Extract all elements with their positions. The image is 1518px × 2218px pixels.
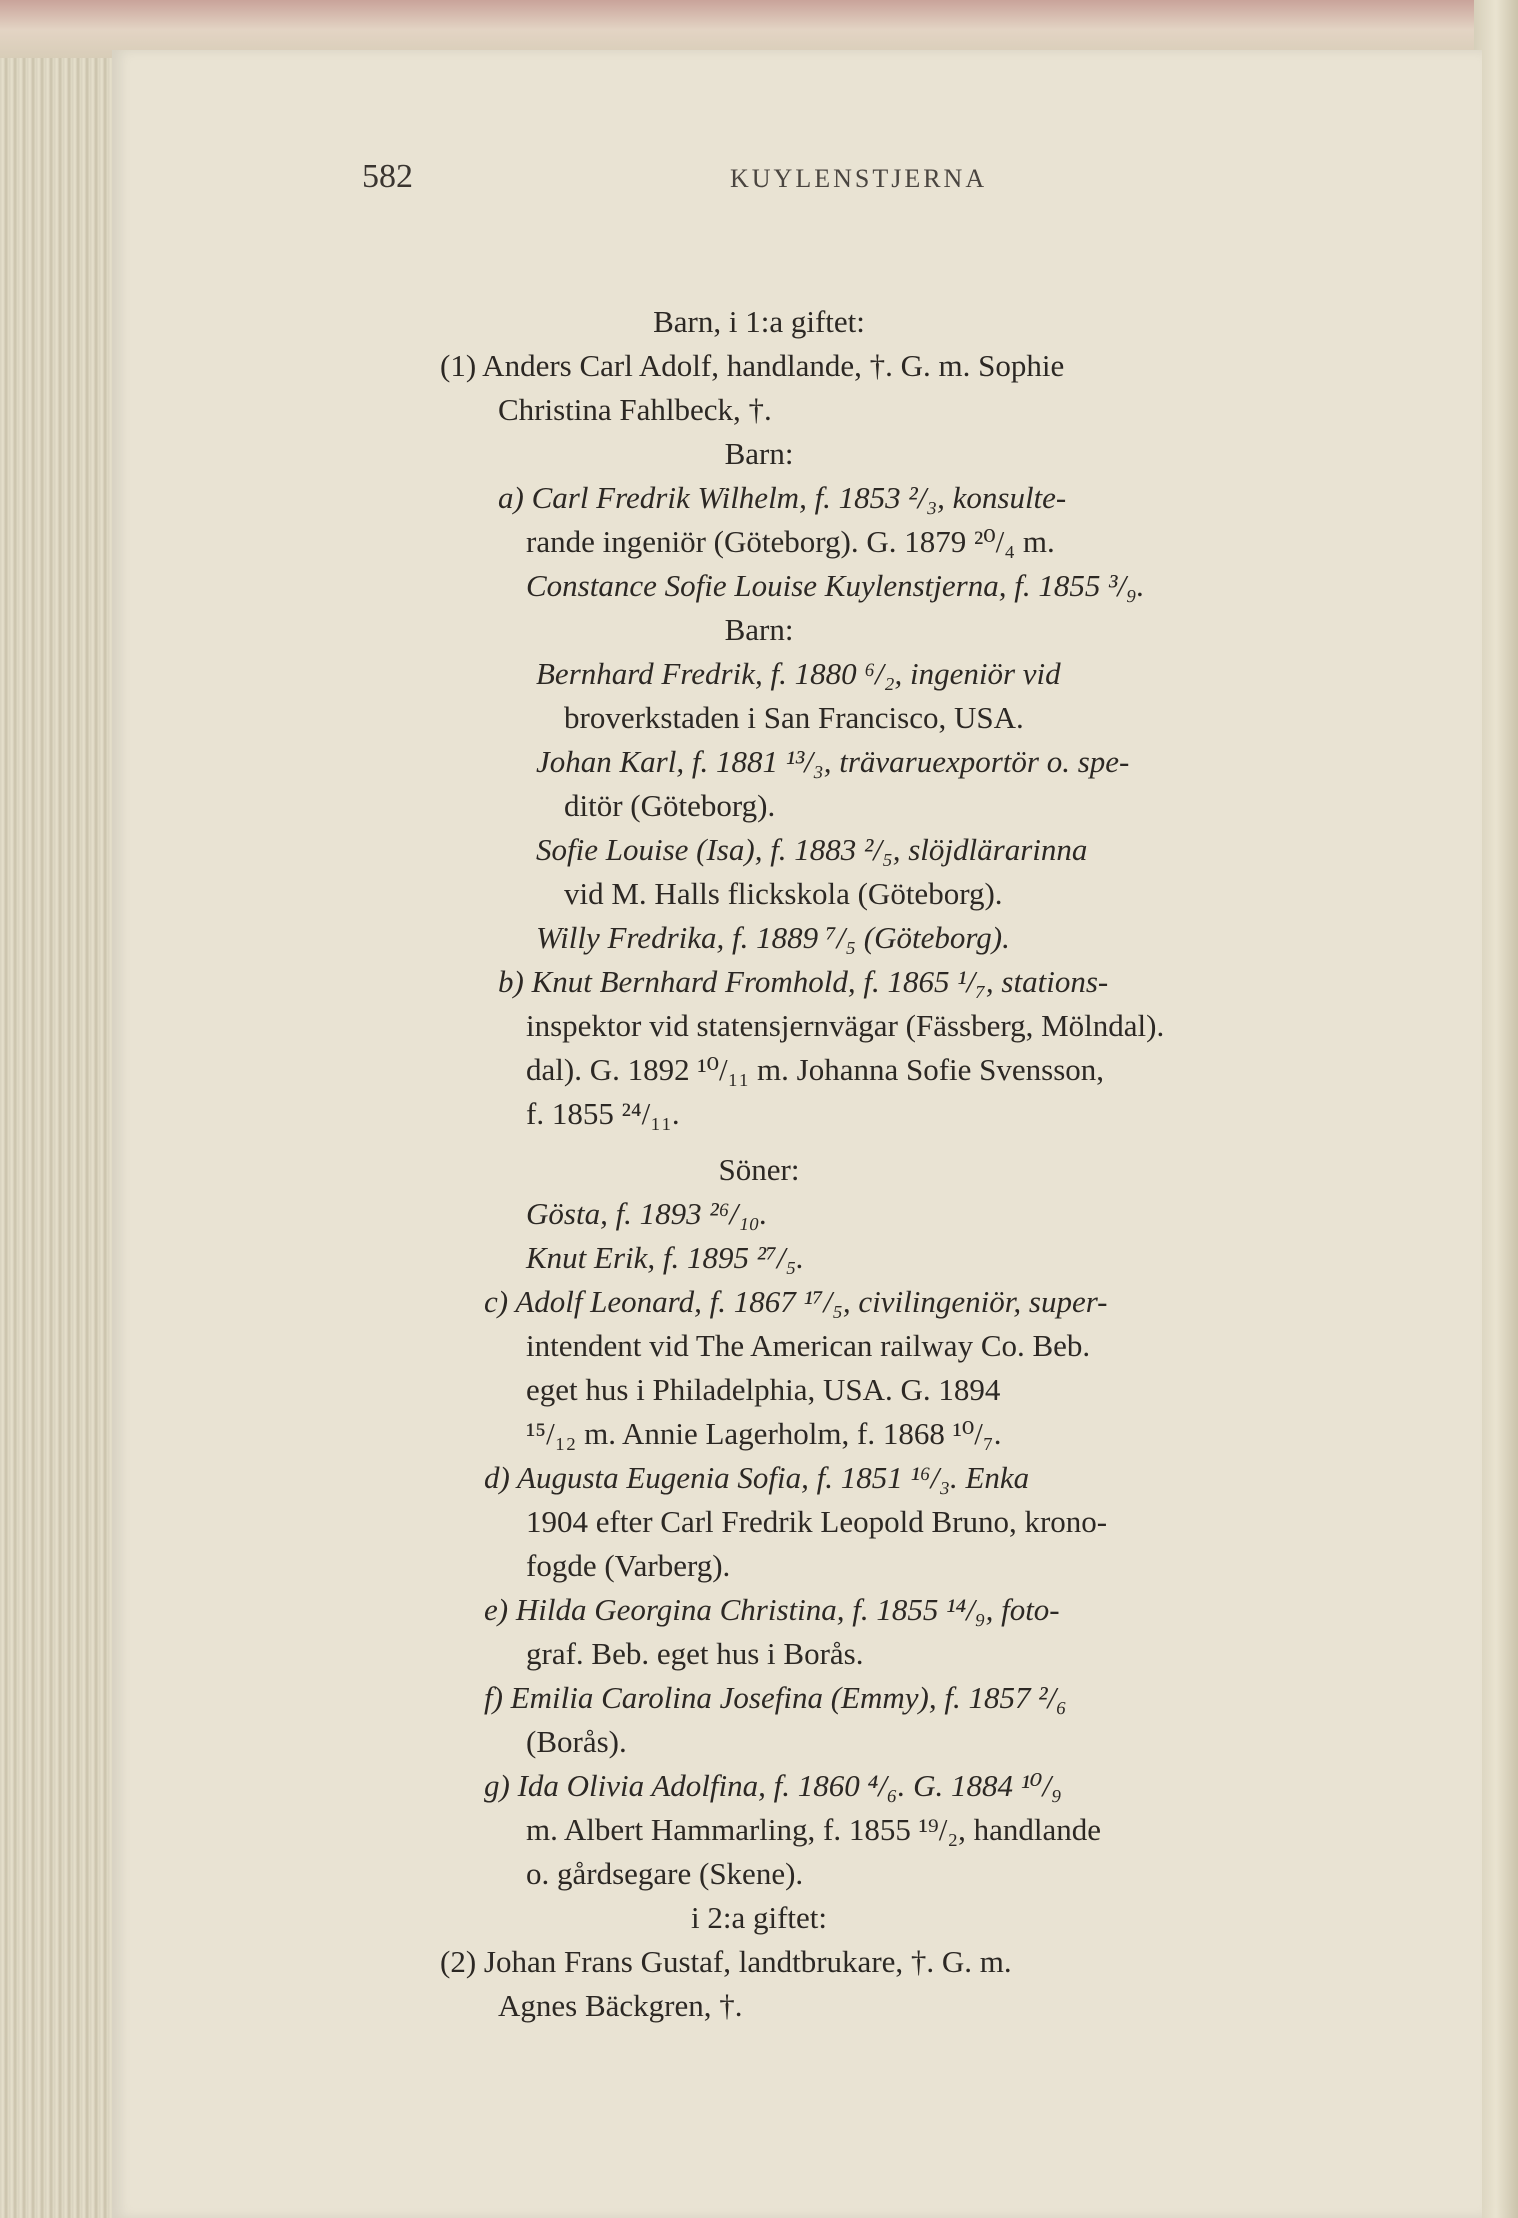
text-line: Willy Fredrika, f. 1889 ⁷/₅ (Göteborg). <box>536 920 1010 955</box>
text-line: Barn: <box>724 612 794 647</box>
text-line: e) Hilda Georgina Christina, f. 1855 ¹⁴/₉, foto- <box>484 1592 1060 1627</box>
running-title: KUYLENSTJERNA <box>730 164 988 193</box>
text-line: o. gårdsegare (Skene). <box>526 1856 804 1891</box>
text-line: Gösta, f. 1893 ²⁶/₁₀. <box>526 1196 768 1231</box>
text-line: i 2:a giftet: <box>690 1900 828 1935</box>
text-line: Barn: <box>724 436 794 471</box>
text-line: graf. Beb. eget hus i Borås. <box>526 1636 864 1671</box>
text-line: rande ingeniör (Göteborg). G. 1879 ²⁰/₄ m. <box>526 524 1055 559</box>
text-line: (1) Anders Carl Adolf, handlande, †. G. m. Sophie <box>440 348 1065 383</box>
text-line: (Borås). <box>526 1724 627 1759</box>
text-line: Knut Erik, f. 1895 ²⁷/₅. <box>526 1240 804 1275</box>
text-line: inspektor vid statensjernvägar (Fässberg, Mölndal). <box>526 1008 1165 1043</box>
text-line: Constance Sofie Louise Kuylenstjerna, f. 1855 ³/₉. <box>526 568 1145 603</box>
page-number: 582 <box>362 158 413 195</box>
text-line: m. Albert Hammarling, f. 1855 ¹⁹/₂, handlande <box>526 1812 1102 1847</box>
text-line: broverkstaden i San Francisco, USA. <box>564 700 1024 735</box>
text-line: d) Augusta Eugenia Sofia, f. 1851 ¹⁶/₃. Enka <box>484 1460 1030 1495</box>
text-line: Agnes Bäckgren, †. <box>498 1988 743 2023</box>
text-line: eget hus i Philadelphia, USA. G. 1894 <box>526 1372 1001 1407</box>
text-line: ¹⁵/₁₂ m. Annie Lagerholm, f. 1868 ¹⁰/₇. <box>526 1416 1002 1451</box>
text-line: ditör (Göteborg). <box>564 788 776 823</box>
text-line: Bernhard Fredrik, f. 1880 ⁶/₂, ingeniör vid <box>536 656 1061 691</box>
text-line: vid M. Halls flickskola (Göteborg). <box>564 876 1003 911</box>
text-line: c) Adolf Leonard, f. 1867 ¹⁷/₅, civilingeniör, super- <box>484 1284 1108 1319</box>
text-line: fogde (Varberg). <box>526 1548 731 1583</box>
text-line: 1904 efter Carl Fredrik Leopold Bruno, krono- <box>526 1504 1108 1539</box>
text-line: Johan Karl, f. 1881 ¹³/₃, trävaruexportör o. spe- <box>536 744 1130 779</box>
text-line: intendent vid The American railway Co. Beb. <box>526 1328 1091 1363</box>
text-line: a) Carl Fredrik Wilhelm, f. 1853 ²/₃, konsulte- <box>498 480 1067 515</box>
text-line: (2) Johan Frans Gustaf, landtbrukare, †. G. m. <box>440 1944 1012 1979</box>
text-line: Söner: <box>718 1152 800 1187</box>
text-line: f. 1855 ²⁴/₁₁. <box>526 1096 680 1131</box>
text-line: dal). G. 1892 ¹⁰/₁₁ m. Johanna Sofie Svensson, <box>526 1052 1105 1087</box>
text-line: f) Emilia Carolina Josefina (Emmy), f. 1857 ²/₆ <box>484 1680 1067 1715</box>
text-line: Sofie Louise (Isa), f. 1883 ²/₅, slöjdlärarinna <box>536 832 1088 867</box>
text-line: Barn, i 1:a giftet: <box>653 304 865 339</box>
text-line: b) Knut Bernhard Fromhold, f. 1865 ¹/₇, stations- <box>498 964 1109 999</box>
text-line: g) Ida Olivia Adolfina, f. 1860 ⁴/₆. G. 1884 ¹⁰/₉ <box>484 1768 1062 1803</box>
text-line: Christina Fahlbeck, †. <box>498 392 772 427</box>
